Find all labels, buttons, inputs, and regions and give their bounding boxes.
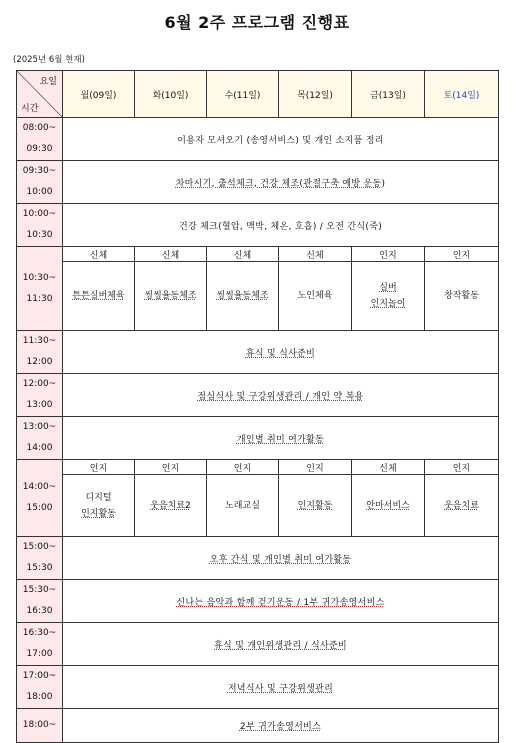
schedule-row [17, 161, 499, 204]
category-cell: 신체 [352, 460, 425, 475]
program-cell-tue: 씽씽율동체조 [135, 262, 207, 331]
schedule-row [17, 331, 499, 374]
program-row [17, 475, 499, 537]
program-cell-tue: 웃음치료2 [135, 475, 207, 537]
date-note: (2025년 6월 현재) [13, 55, 85, 65]
category-cell: 인지 [135, 460, 207, 475]
activity-cell: 신나는 음악과 함께 걷기운동 / 1부 귀가송영서비스 [63, 580, 499, 623]
header-corner-cell [17, 71, 63, 118]
time-cell: 09:30~ 10:00 [17, 161, 63, 204]
program-cell-sat: 창작활동 [425, 262, 499, 331]
category-cell: 신체 [279, 247, 352, 262]
time-cell: 15:00~ 15:30 [17, 537, 63, 580]
category-cell: 인지 [279, 460, 352, 475]
time-cell: 15:30~ 16:30 [17, 580, 63, 623]
program-cell-fri: 안마서비스 [352, 475, 425, 537]
activity-cell: 휴식 및 식사준비 [63, 331, 499, 374]
program-cell-mon: 튼튼실버체육 [63, 262, 135, 331]
schedule-row [17, 417, 499, 460]
category-cell: 인지 [63, 460, 135, 475]
day-label: 요일 [39, 77, 57, 87]
category-cell: 신체 [135, 247, 207, 262]
day-header-wed: 수(11일) [207, 71, 279, 118]
schedule-row [17, 709, 499, 743]
day-header-fri: 금(13일) [352, 71, 425, 118]
category-cell: 인지 [425, 460, 499, 475]
category-cell: 신체 [207, 247, 279, 262]
schedule-table [16, 70, 499, 743]
category-cell: 인지 [425, 247, 499, 262]
header-row [17, 71, 499, 118]
time-cell: 18:00~ [17, 709, 63, 743]
day-header-sat: 토(14일) [425, 71, 499, 118]
schedule-row [17, 118, 499, 161]
time-label: 시간 [21, 104, 39, 114]
activity-cell: 차마시기, 출석체크, 건강 체조(관절구축 예방 운동) [63, 161, 499, 204]
time-cell: 17:00~ 18:00 [17, 666, 63, 709]
time-cell: 11:30~ 12:00 [17, 331, 63, 374]
time-cell: 08:00~ 09:30 [17, 118, 63, 161]
activity-cell: 오후 간식 및 개인별 취미 여가활동 [63, 537, 499, 580]
category-row [17, 247, 499, 262]
schedule-row [17, 374, 499, 417]
activity-cell: 개인별 취미 여가활동 [63, 417, 499, 460]
program-cell-wed: 씽씽율동체조 [207, 262, 279, 331]
category-cell: 신체 [63, 247, 135, 262]
schedule-row [17, 537, 499, 580]
program-cell-mon: 디지털 인지활동 [63, 475, 135, 537]
schedule-row [17, 666, 499, 709]
time-cell: 10:00~ 10:30 [17, 204, 63, 247]
schedule-row [17, 204, 499, 247]
program-cell-sat: 웃음치료 [425, 475, 499, 537]
activity-cell: 휴식 및 개인위생관리 / 식사준비 [63, 623, 499, 666]
time-cell: 12:00~ 13:00 [17, 374, 63, 417]
program-row [17, 262, 499, 331]
schedule-row [17, 623, 499, 666]
day-header-thu: 목(12일) [279, 71, 352, 118]
time-cell: 13:00~ 14:00 [17, 417, 63, 460]
activity-cell: 저녁식사 및 구강위생관리 [63, 666, 499, 709]
category-cell: 인지 [352, 247, 425, 262]
activity-cell: 이용자 모셔오기 (송영서비스) 및 개인 소지품 정리 [63, 118, 499, 161]
day-header-tue: 화(10일) [135, 71, 207, 118]
activity-cell: 2부 귀가송영서비스 [63, 709, 499, 743]
time-cell: 14:00~ 15:00 [17, 460, 63, 537]
program-cell-fri: 실버 인지놀이 [352, 262, 425, 331]
program-cell-wed: 노래교실 [207, 475, 279, 537]
activity-cell: 건강 체크(혈압, 맥박, 체온, 호흡) / 오전 간식(죽) [63, 204, 499, 247]
page-title: 6월 2주 프로그램 진행표 [164, 13, 350, 32]
time-cell: 10:30~ 11:30 [17, 247, 63, 331]
category-row [17, 460, 499, 475]
category-cell: 인지 [207, 460, 279, 475]
day-header-mon: 월(09일) [63, 71, 135, 118]
program-cell-thu: 인지활동 [279, 475, 352, 537]
activity-cell: 점심식사 및 구강위생관리 / 개인 약 복용 [63, 374, 499, 417]
time-cell: 16:30~ 17:00 [17, 623, 63, 666]
schedule-row [17, 580, 499, 623]
program-cell-thu: 노인체육 [279, 262, 352, 331]
